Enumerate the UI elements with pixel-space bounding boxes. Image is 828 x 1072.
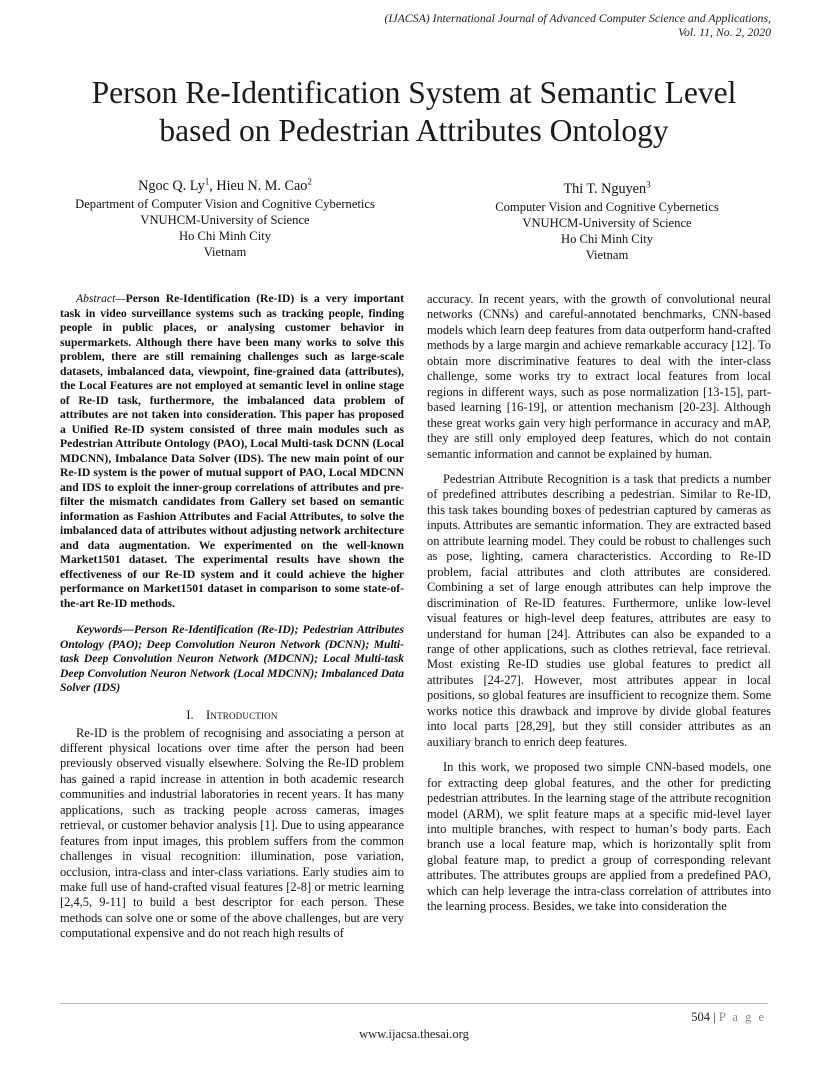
body-paragraph-continued: accuracy. In recent years, with the growth of convolutional neural networks (CNNs) and careful-annotated benchmarks, CNN-based models which learn deep features from data outperform hand-crafted methods by a large margin and achieve remarkable accuracy [12]. To obtain more discriminative features to deal with the inter-class challenge, some works try to extract local features from local regions in different ways, such as pose normalization [13-15], part-based learning [16-19], or attention mechanism [20-23]. Although these great works gain very high performance in accuracy and mAP, they are still only employed deep features, which do not contain semantic information and cannot be explained by human.	[427, 292, 771, 461]
page-number-separator: |	[710, 1010, 719, 1024]
journal-volume: Vol. 11, No. 2, 2020	[678, 25, 771, 39]
keywords-dash: —	[122, 623, 134, 636]
left-column	[60, 292, 404, 952]
author-department: Computer Vision and Cognitive Cybernetics	[495, 200, 719, 214]
right-column	[427, 292, 771, 925]
author-city: Ho Chi Minh City	[178, 229, 272, 243]
keywords-label: Keywords	[76, 623, 123, 636]
keywords-text: Person Re-Identification (Re-ID); Pedestrian Attributes Ontology (PAO); Deep Convolution Neuron Network (DCNN); Multi-task Deep Convolution Neuron Network (MDCNN); Local Multi-task Deep Convolution Neuron Network (Local MDCNN); Imbalanced Data Solver (IDS)	[60, 623, 404, 694]
author-names	[50, 177, 400, 195]
body-paragraph-this-work: In this work, we proposed two simple CNN-based models, one for extracting deep global features, and the other for predicting pedestrian attributes. In the learning stage of the attribute recognition model (ARM), we split feature maps at a specific mid-level layer into multiple branches, with respect to human’s body parts. Each branch use a local feature map, which is horizontally split from global feature map, to predict a group of corresponding relevant attributes. The attributes groups are applied from a predefined PAO, which can help leverage the intra-class correlation of attributes into the learning process. Besides, we take into consideration the	[427, 760, 771, 914]
author-university: VNUHCM-University of Science	[140, 213, 310, 227]
author-affil-1: 1	[204, 176, 210, 187]
journal-name: (IJACSA) International Journal of Advanced Computer Science and Applications,	[384, 11, 771, 25]
title-line-1: Person Re-Identification System at Semantic Level	[91, 75, 737, 110]
author-city: Ho Chi Minh City	[560, 232, 654, 246]
journal-header	[385, 11, 772, 39]
author-name-3: Thi T. Nguyen	[563, 181, 647, 197]
abstract-label: Abstract	[76, 292, 116, 305]
author-affil-3: 3	[646, 179, 651, 190]
author-university: VNUHCM-University of Science	[522, 216, 692, 230]
abstract-text: Person Re-Identification (Re-ID) is a very important task in video surveillance systems such as tracking people, finding people in public places, or analysing customer behavior in supermarkets. Although there have been many works to solve this problem, there are still remaining challenges such as large-scale datasets, imbalanced data, viewpoint, fine-grained data (attributes), the Local Features are not employed at semantic level in online stage of Re-ID task, furthermore, the imbalanced data problem of attributes are not taken into consideration. This paper has proposed a Unified Re-ID system consisted of three main modules such as Pedestrian Attribute Ontology (PAO), Local Multi-task DCNN (Local MDCNN), Imbalance Data Solver (IDS). The new main point of our Re-ID system is the power of mutual support of PAO, Local MDCNN and IDS to exploit the inner-group correlations of attributes and pre-filter the mismatch candidates from Gallery set based on semantic information as Fashion Attributes and Facial Attributes, to solve the imbalanced data of attributes without adjusting network architecture and data augmentation. We experimented on the well-known Market1501 dataset. The experimental results have shown the effectiveness of our Re-ID system and it could achieve the higher performance on Market1501 dataset in comparison to some state-of-the-art Re-ID methods.	[60, 292, 404, 610]
keywords	[60, 623, 404, 696]
author-names	[432, 180, 782, 198]
abstract-dash: —	[115, 292, 126, 305]
author-name-2: Hieu N. M. Cao	[216, 178, 308, 194]
section-title: Introduction	[206, 707, 278, 722]
body-paragraph-attributes: Pedestrian Attribute Recognition is a task that predicts a number of predefined attributes describing a pedestrian. Similar to Re-ID, this task takes bounding boxes of pedestrian captured by cameras as inputs. Attributes are semantic information. They are extracted based on attribute learning model. They could be robust to challenges such as pose, lighting, camera characteristics. According to Re-ID problem, facial attributes and cloth attributes are considered. Combining a set of large enough attributes can help improve the discrimination of Re-ID features. Furthermore, unlike low-level visual features or high-level deep features, attributes are easy to understand for human [24]. Attributes can also be expanded to a range of other applications, such as clothes retrieval, face retrieval. Most existing Re-ID studies use global features to predict all attributes [24-27]. However, most attributes appear in local positions, so global features are insufficient to recognize them. Some works notice this drawback and improve by divide global features into local parts [28,29], but they still consider attributes as an auxiliary branch to enrich deep features.	[427, 471, 771, 749]
footer-divider	[60, 1003, 768, 1004]
page-number-value: 504	[691, 1010, 711, 1024]
page-number-label: P a g e	[718, 1010, 766, 1024]
author-affil-2: 2	[307, 176, 312, 187]
author-name-1: Ngoc Q. Ly	[138, 178, 205, 194]
section-heading-introduction	[60, 707, 404, 723]
author-name-separator: ,	[209, 178, 217, 194]
author-country: Vietnam	[585, 248, 629, 262]
page-number	[691, 1010, 766, 1025]
author-block-right	[432, 180, 782, 263]
abstract	[60, 292, 404, 611]
author-block-left	[50, 177, 400, 260]
section-number: I.	[186, 707, 194, 722]
journal-website: www.ijacsa.thesai.org	[359, 1027, 469, 1041]
title-line-2: based on Pedestrian Attributes Ontology	[159, 113, 669, 148]
paper-title	[40, 74, 788, 150]
intro-paragraph-1: Re-ID is the problem of recognising and associating a person at different physical locations over time after the person had been previously observed visually elsewhere. Solving the Re-ID problem has gained a rapid increase in attention in both academic research communities and industrial laboratories in recent years. It has many applications, such as tracking people across cameras, images retrieval, or customer behavior analysis [1]. Due to using appearance features from input images, this problem suffers from the common challenges in visual recognition: illumination, pose variation, occlusion, intra-class and inter-class variations. Early studies aim to make full use of hand-crafted visual features [2-8] or metric learning [2,4,5, 9-11] to build a best descriptor for each person. These methods can solve one or some of the above challenges, but are very computational expensive and do not reach high results of	[60, 725, 404, 941]
author-country: Vietnam	[203, 245, 247, 259]
author-department: Department of Computer Vision and Cognitive Cybernetics	[75, 197, 375, 211]
